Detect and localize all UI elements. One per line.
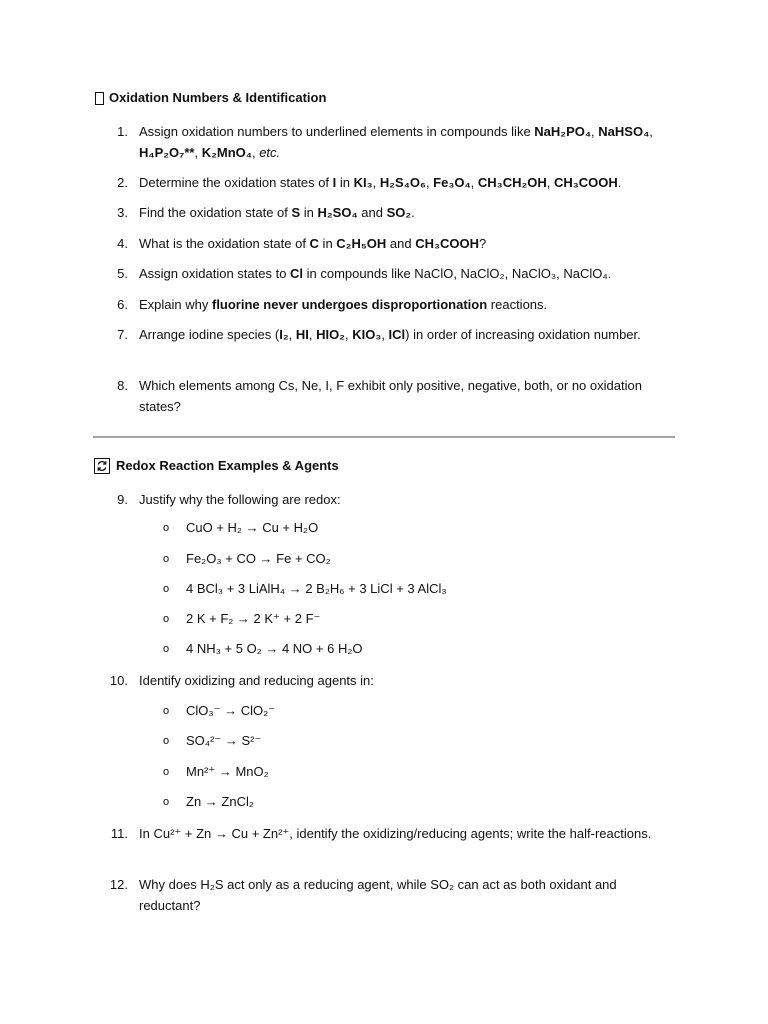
item-text: In Cu²⁺ + Zn → Cu + Zn²⁺, identify the oxidizing/reducing agents; write the half-reactions.: [139, 826, 652, 841]
circle-bullet-icon: o: [163, 553, 170, 565]
item-text: Assign oxidation states to Cl in compounds like NaClO, NaClO₂, NaClO₃, NaClO₄.: [139, 266, 612, 281]
section-heading-redox: [94, 458, 339, 474]
section-title: Oxidation Numbers & Identification: [109, 90, 327, 105]
item-number: 11.: [110, 826, 128, 841]
item-number: 3.: [117, 205, 128, 220]
reaction-equation: Zn → ZnCl₂: [186, 794, 254, 809]
item-number: 8.: [117, 378, 128, 393]
item-number: 6.: [117, 297, 128, 312]
reaction-equation: Fe₂O₃ + CO → Fe + CO₂: [186, 551, 331, 566]
item-number: 1.: [117, 124, 128, 139]
item-text: What is the oxidation state of C in C₂H₅OH and CH₃COOH?: [139, 236, 487, 251]
item-number: 4.: [117, 236, 128, 251]
item-number: 2.: [117, 175, 128, 190]
cycle-arrows-icon: [94, 458, 110, 474]
item-number: 10.: [109, 673, 128, 688]
item-text: Why does H₂S act only as a reducing agent, while SO₂ can act as both oxidant and reductant?: [139, 877, 617, 913]
reaction-equation: Mn²⁺ → MnO₂: [186, 764, 269, 779]
item-number: 12.: [109, 877, 128, 892]
item-text: Find the oxidation state of S in H₂SO₄ and SO₂.: [139, 205, 415, 220]
circle-bullet-icon: o: [163, 613, 170, 625]
item-text: Arrange iodine species (I₂, HI, HIO₂, KIO₃, ICl) in order of increasing oxidation number.: [139, 327, 641, 342]
reaction-equation: CuO + H₂ → Cu + H₂O: [186, 520, 319, 535]
item-number: 7.: [117, 327, 128, 342]
circle-bullet-icon: o: [163, 583, 170, 595]
item-number: 9.: [117, 492, 128, 507]
circle-bullet-icon: o: [163, 796, 170, 808]
item-text: Justify why the following are redox:: [139, 492, 341, 507]
circle-bullet-icon: o: [163, 735, 170, 747]
empty-box-icon: [95, 92, 104, 105]
circle-bullet-icon: o: [163, 643, 170, 655]
reaction-equation: SO₄²⁻ → S²⁻: [186, 733, 262, 748]
circle-bullet-icon: o: [163, 766, 170, 778]
reaction-equation: 4 NH₃ + 5 O₂ → 4 NO + 6 H₂O: [186, 641, 363, 656]
item-text: Which elements among Cs, Ne, I, F exhibit only positive, negative, both, or no oxidation states?: [139, 378, 642, 414]
item-text: Identify oxidizing and reducing agents in:: [139, 673, 374, 688]
reaction-equation: ClO₃⁻ → ClO₂⁻: [186, 703, 276, 718]
item-number: 5.: [117, 266, 128, 281]
reaction-equation: 2 K + F₂ → 2 K⁺ + 2 F⁻: [186, 611, 321, 626]
item-text: Assign oxidation numbers to underlined elements in compounds like NaH₂PO₄, NaHSO₄, H₄P₂O₇**, K₂MnO₄, etc.: [139, 124, 653, 160]
item-text: Determine the oxidation states of I in KI₃, H₂S₄O₆, Fe₃O₄, CH₃CH₂OH, CH₃COOH.: [139, 175, 622, 190]
section-title: Redox Reaction Examples & Agents: [116, 458, 339, 473]
section-divider: [93, 436, 675, 438]
reaction-equation: 4 BCl₃ + 3 LiAlH₄ → 2 B₂H₆ + 3 LiCl + 3 AlCl₃: [186, 581, 447, 596]
circle-bullet-icon: o: [163, 705, 170, 717]
circle-bullet-icon: o: [163, 522, 170, 534]
item-text: Explain why fluorine never undergoes disproportionation reactions.: [139, 297, 548, 312]
section-heading-oxidation: [94, 90, 326, 106]
